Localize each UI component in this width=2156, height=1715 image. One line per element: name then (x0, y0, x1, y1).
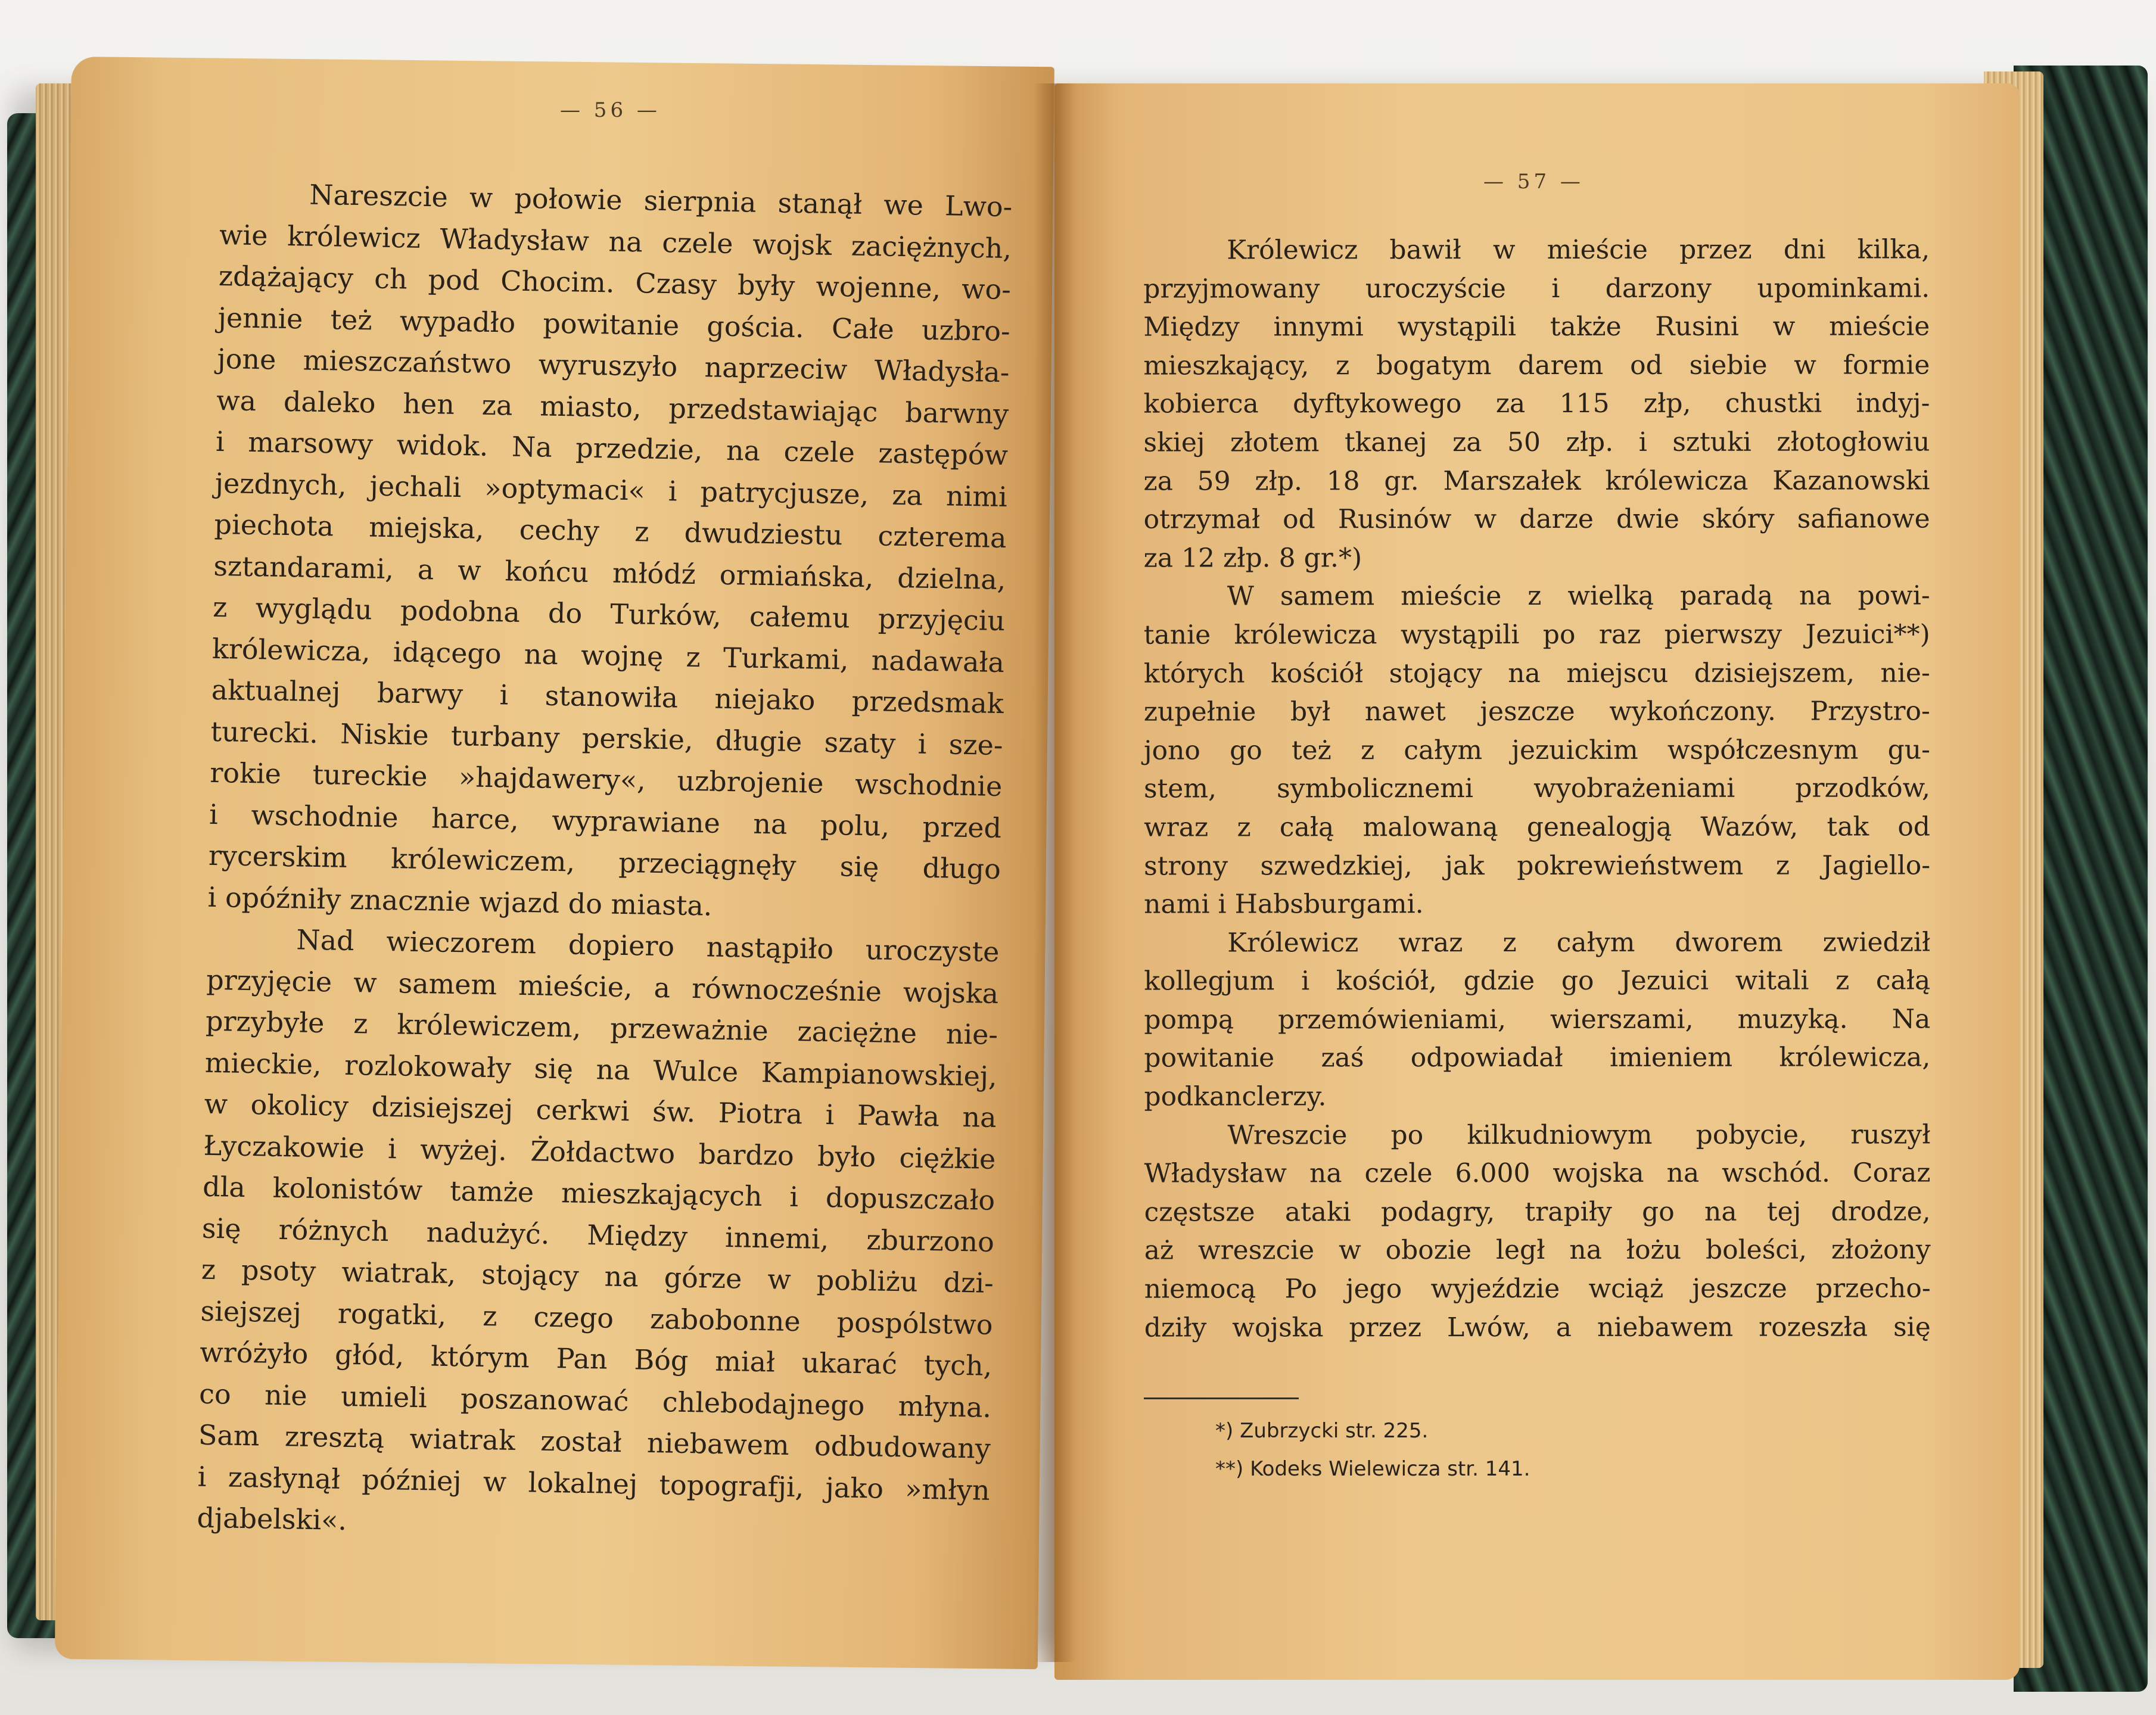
text-line: powitanie zaś odpowiadał imieniem królewicza, (1144, 1042, 1931, 1074)
text-line: nami i Habsburgami. (1144, 889, 1424, 920)
text-line: i wschodnie harce, wyprawiane na polu, przed (209, 798, 1002, 844)
footnote-divider (1144, 1397, 1299, 1399)
text-line: niemocą Po jego wyjeździe wciąż jeszcze przecho- (1144, 1273, 1931, 1305)
text-line: za 59 złp. 18 gr. Marszałek królewicza Kazanowski (1143, 465, 1930, 497)
left-page-number: — 56 — (560, 98, 661, 122)
text-line: siejszej rogatki, z czego zabobonne pospólstwo (200, 1294, 993, 1341)
text-line: jono go też z całym jezuickim współczesnym gu- (1143, 734, 1930, 766)
text-line: Królewicz wraz z całym dworem zwiedził (1227, 927, 1931, 958)
text-line: Nareszcie w połowie sierpnia stanął we Lwo- (309, 178, 1013, 223)
text-line: strony szwedzkiej, jak pokrewieństwem z Jagiello- (1144, 849, 1931, 882)
text-line: Sam zresztą wiatrak został niebawem odbudowany (198, 1418, 991, 1465)
text-line: przybyłe z królewiczem, przeważnie zaciężne nie- (205, 1004, 998, 1051)
text-line: turecki. Niskie turbany perskie, długie szaty i sze- (210, 715, 1003, 761)
text-line: tanie królewicza wystąpili po raz pierwszy Jezuici**) (1143, 619, 1930, 650)
text-line: pompą przemówieniami, wierszami, muzyką. Na (1144, 1004, 1931, 1035)
text-line: wraz z całą malowaną genealogją Wazów, tak od (1144, 811, 1931, 843)
text-line: Wreszcie po kilkudniowym pobycie, ruszył (1227, 1119, 1931, 1151)
text-line: Łyczakowie i wyżej. Żołdactwo bardzo było ciężkie (203, 1129, 996, 1175)
book-gutter (1034, 83, 1075, 1662)
text-line: królewicza, idącego na wojnę z Turkami, nadawała (211, 632, 1005, 678)
text-line: co nie umieli poszanować chlebodajnego młyna. (198, 1377, 992, 1424)
text-line: skiej złotem tkanej za 50 złp. i sztuki złotogłowiu (1143, 427, 1930, 458)
text-line: Władysław na czele 6.000 wojska na wschód. Coraz (1144, 1157, 1931, 1189)
text-line: djabelski«. (197, 1501, 347, 1537)
text-line: wa daleko hen za miasto, przedstawiając barwny (216, 384, 1009, 430)
text-line: kobierca dyftykowego za 115 złp, chustki indyj- (1143, 388, 1930, 419)
text-line: się różnych nadużyć. Między innemi, zburzono (201, 1212, 995, 1258)
text-line: dla kolonistów tamże mieszkających i dopuszczało (202, 1170, 995, 1216)
text-line: piechota miejska, cechy z dwudziestu czterema (214, 508, 1007, 555)
text-line: otrzymał od Rusinów w darze dwie skóry safianowe (1143, 503, 1930, 535)
text-line: rokie tureckie »hajdawery«, uzbrojenie wschodnie (209, 756, 1003, 803)
text-line: podkanclerzy. (1144, 1081, 1327, 1112)
text-line: kollegjum i kościół, gdzie go Jezuici witali z całą (1144, 965, 1931, 997)
footnote: **) Kodeks Wielewicza str. 141. (1215, 1457, 1530, 1481)
text-line: częstsze ataki podagry, trapiły go na tej drodze, (1144, 1196, 1931, 1228)
text-line: mieszkający, z bogatym darem od siebie w formie (1143, 350, 1930, 381)
right-page-number: — 57 — (1483, 170, 1584, 194)
text-line: z psoty wiatrak, stojący na górze w pobliżu dzi- (201, 1253, 994, 1299)
footnote: *) Zubrzycki str. 225. (1215, 1419, 1429, 1443)
text-line: jezdnych, jechali »optymaci« i patrycjusze, za nimi (214, 466, 1008, 513)
text-line: W samem mieście z wielką paradą na powi- (1227, 580, 1930, 612)
right-page-text (1143, 231, 1931, 1347)
text-line: zupełnie był nawet jeszcze wykończony. Przystro- (1143, 696, 1930, 727)
text-line: przyjmowany uroczyście i darzony upominkami. (1143, 273, 1930, 304)
text-line: i zasłynął później w lokalnej topografji, jako »młyn (197, 1460, 991, 1507)
text-line: i marsowy widok. Na przedzie, na czele zastępów (215, 425, 1009, 472)
text-line: dziły wojska przez Lwów, a niebawem rozeszła się (1144, 1312, 1931, 1343)
text-line: wie królewicz Władysław na czele wojsk zaciężnych, (219, 218, 1012, 264)
text-line: Królewicz bawił w mieście przez dni kilka, (1227, 234, 1930, 266)
text-line: zdążający ch pod Chocim. Czasy były wojenne, wo- (218, 259, 1012, 306)
footnotes (1215, 1412, 1530, 1488)
text-line: Między innymi wystąpili także Rusini w mieście (1143, 311, 1930, 343)
text-line: mieckie, rozlokowały się na Wulce Kampianowskiej, (204, 1046, 998, 1093)
text-line: wróżyło głód, którym Pan Bóg miał ukarać tych, (199, 1336, 993, 1382)
text-line: w okolicy dzisiejszej cerkwi św. Piotra i Pawła na (204, 1087, 997, 1134)
text-line: aktualnej barwy i stanowiła niejako przedsmak (211, 673, 1004, 720)
text-line: aż wreszcie w obozie legł na łożu boleści, złożony (1144, 1234, 1931, 1266)
text-line: jennie też wypadło powitanie gościa. Całe uzbro- (217, 301, 1011, 347)
text-line: rycerskim królewiczem, przeciągnęły się długo (208, 839, 1001, 886)
text-line: jone mieszczaństwo wyruszyło naprzeciw Władysła- (217, 342, 1010, 389)
text-line: Nad wieczorem dopiero nastąpiło uroczyste (296, 923, 1000, 969)
text-line: z wyglądu podobna do Turków, całemu przyjęciu (212, 590, 1006, 637)
text-line: stem, symbolicznemi wyobrażeniami przodków, (1143, 773, 1931, 804)
text-line: sztandarami, a w końcu młódź ormiańska, dzielna, (213, 549, 1006, 596)
text-line: których kościół stojący na miejscu dzisiejszem, nie- (1143, 657, 1930, 689)
text-line: i opóźniły znacznie wjazd do miasta. (207, 880, 713, 922)
text-line: za 12 złp. 8 gr.*) (1143, 543, 1362, 574)
text-line: przyjęcie w samem mieście, a równocześnie wojska (206, 963, 999, 1010)
left-page-text (197, 173, 1013, 1552)
